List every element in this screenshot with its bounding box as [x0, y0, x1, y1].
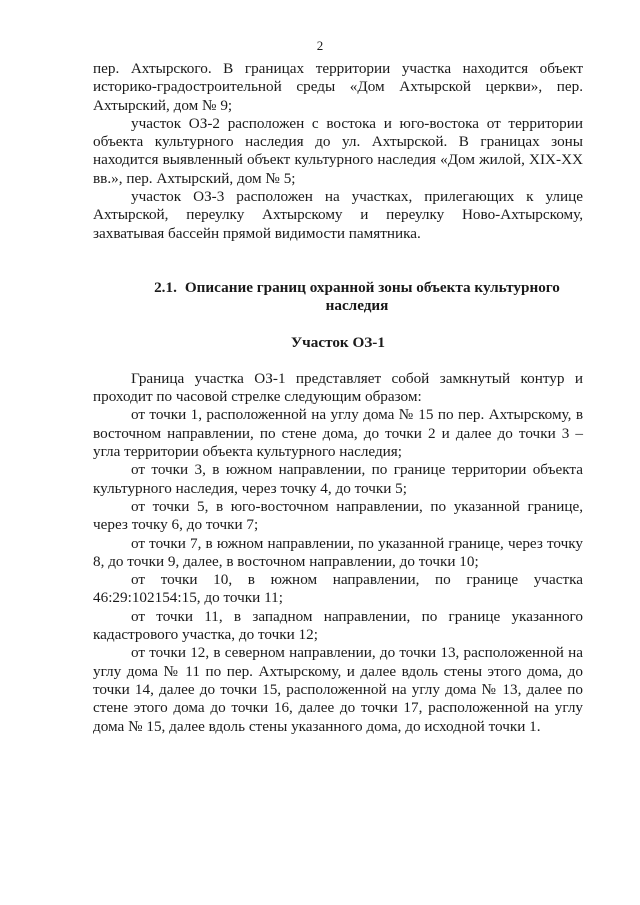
- boundary-paragraph-4: от точки 5, в юго-восточном направлении, по указанной границе, через точку 6, до точки 7;: [93, 497, 583, 534]
- boundary-paragraph-2: от точки 1, расположенной на углу дома № 15 по пер. Ахтырскому, в восточном направлении, по стене дома, до точки 2 и далее до точки 3 – угла территории объекта культурного наследия;: [93, 406, 583, 461]
- boundary-paragraph-8: от точки 12, в северном направлении, до точки 13, расположенной на углу дома № 11 по пер. Ахтырскому, и далее вдоль стены этого дома, до точки 14, далее до точки 15, расположенной на углу дома № 13, далее по стене этого дома до точки 16, далее до точки 17, расположенной на углу дома № 15, далее вдоль стены указанного дома, до исходной точки 1.: [93, 644, 583, 735]
- boundary-paragraph-1: Граница участка ОЗ-1 представляет собой замкнутый контур и проходит по часовой стрелке следующим образом:: [93, 369, 583, 406]
- boundary-paragraph-5: от точки 7, в южном направлении, по указанной границе, через точку 8, до точки 9, далее, в восточном направлении, до точки 10;: [93, 534, 583, 570]
- intro-paragraph-2: участок ОЗ-2 расположен с востока и юго-востока от территории объекта культурного наследия до ул. Ахтырской. В границах зоны находится выявленный объект культурного наследия «Дом жилой, XIX-XX вв.», пер. Ахтырский, дом № 5;: [93, 114, 583, 187]
- page-number: 2: [316, 38, 324, 53]
- boundary-paragraph-7: от точки 11, в западном направлении, по границе указанного кадастрового участка, до точки 12;: [93, 607, 583, 644]
- boundary-paragraph-3: от точки 3, в южном направлении, по границе территории объекта культурного наследия, через точку 4, до точки 5;: [93, 461, 583, 497]
- section-number: 2.1.: [154, 278, 177, 296]
- intro-paragraph-3: участок ОЗ-3 расположен на участках, прилегающих к улице Ахтырской, переулку Ахтырскому и переулку Ново-Ахтырскому, захватывая бассейн прямой видимости памятника.: [93, 188, 583, 242]
- boundary-paragraph-6: от точки 10, в южном направлении, по границе участка 46:29:102154:15, до точки 11;: [93, 571, 583, 607]
- intro-paragraph-1: пер. Ахтырского. В границах территории участка находится объект историко-градостроительной среды «Дом Ахтырской церкви», пер. Ахтырский, дом № 9;: [93, 60, 583, 114]
- section-heading: [93, 279, 583, 316]
- document-body: [93, 60, 583, 736]
- section-title-text: Описание границ охранной зоны объекта культурного наследия: [184, 278, 560, 315]
- subsection-heading: Участок ОЗ-1: [291, 333, 385, 351]
